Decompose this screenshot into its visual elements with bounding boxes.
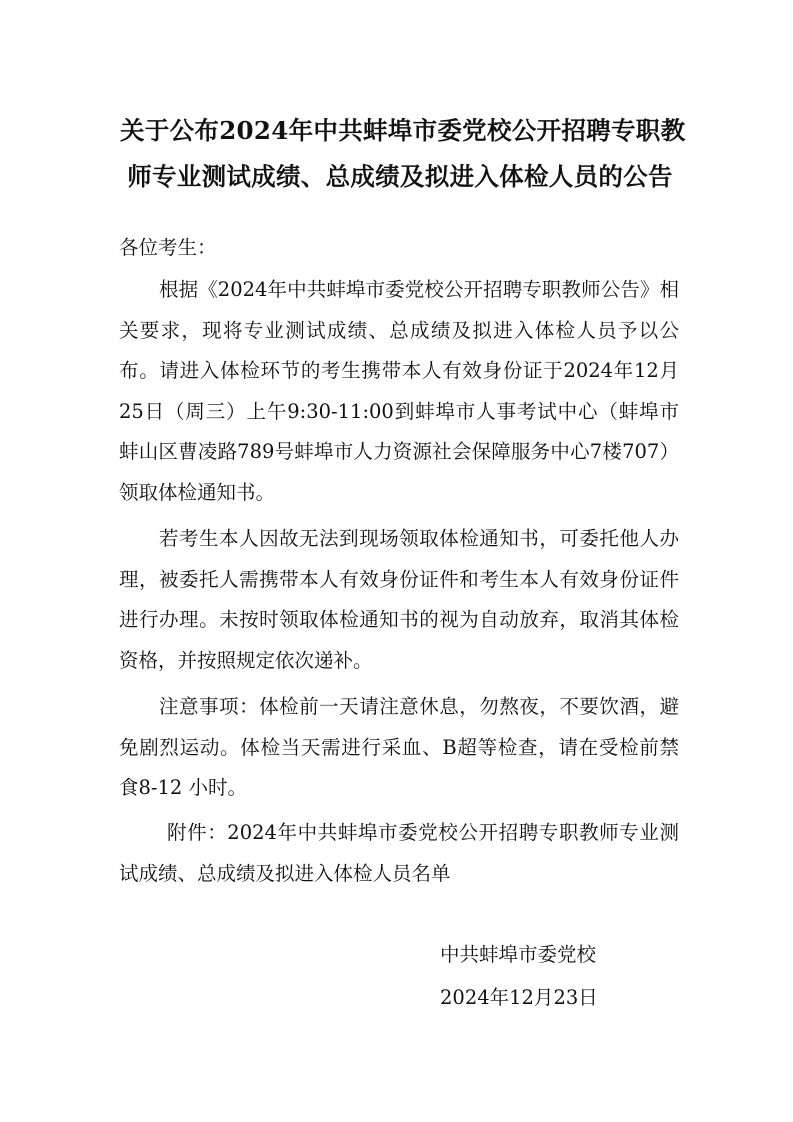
title-line-2: 师专业测试成绩、总成绩及拟进入体检人员的公告	[127, 162, 673, 191]
signature-date: 2024年12月23日	[440, 986, 598, 1009]
signature-organization: 中共蚌埠市委党校	[440, 943, 597, 966]
document-title	[120, 108, 686, 200]
salutation: 各位考生：	[119, 236, 217, 259]
paragraph-precautions: 注意事项：体检前一天请注意休息，勿熬夜，不要饮酒，避免剧烈运动。体检当天需进行采血、B超等检查，请在受检前禁食8-12 小时。	[119, 695, 679, 799]
paragraph-attachment: 附件：2024年中共蚌埠市委党校公开招聘专职教师专业测试成绩、总成绩及拟进入体检人员名单	[119, 821, 679, 885]
paragraph-delegation: 若考生本人因故无法到现场领取体检通知书，可委托他人办理，被委托人需携带本人有效身份证件和考生本人有效身份证件进行办理。未按时领取体检通知书的视为自动放弃，取消其体检资格，并按照规定依次递补。	[119, 527, 679, 672]
paragraph-notice: 根据《2024年中共蚌埠市委党校公开招聘专职教师公告》相关要求，现将专业测试成绩、总成绩及拟进入体检人员予以公布。请进入体检环节的考生携带本人有效身份证于2024年12月25日（周三）上午9:30-11:00到蚌埠市人事考试中心（蚌埠市蚌山区曹凌路789号蚌埠市人力资源社会保障服务中心7楼707）领取体检通知书。	[119, 278, 679, 504]
title-line-1: 关于公布2024年中共蚌埠市委党校公开招聘专职教	[120, 116, 686, 145]
